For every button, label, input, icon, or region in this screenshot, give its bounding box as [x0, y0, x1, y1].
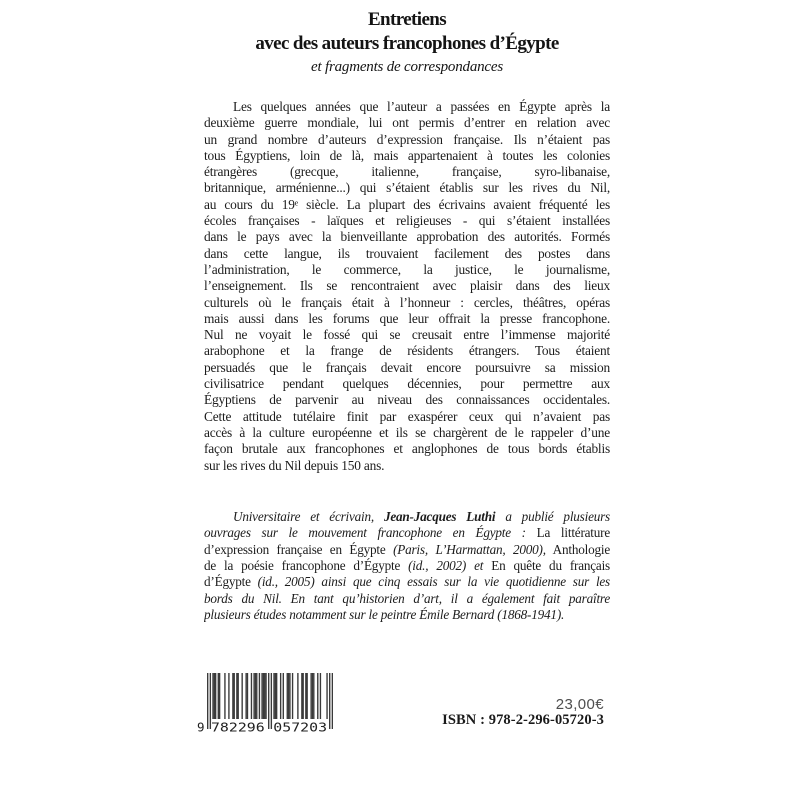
- text-line: dans le pays avec la bienveillante approbation des autorités. Formés: [204, 229, 610, 245]
- text-line: façon brutale aux francophones et anglophones de tous bords établis: [204, 441, 610, 457]
- barcode-digits: 782296: [210, 719, 265, 734]
- bio-segment: (id., 2005) ainsi que cinq essais sur la vie quotidienne sur les: [257, 574, 610, 590]
- bio-segment: La littérature: [536, 525, 610, 541]
- book-subtitle: et fragments de correspondances: [311, 59, 503, 75]
- text-line: deuxième guerre mondiale, lui ont permis d’entrer en relation avec: [204, 115, 610, 131]
- text-line: Égyptiens de parvenir au niveau des connaissances occidentales.: [204, 392, 610, 408]
- bio-segment: d’expression française en Égypte: [204, 541, 394, 557]
- book-title-line1: Entretiens: [367, 9, 447, 30]
- text-line: l’enseignement. Ils se rencontraient avec plaisir dans des lieux: [204, 278, 610, 294]
- text-line: mais aussi dans les forums que leur offrait la presse francophone.: [204, 310, 610, 326]
- text-line: au cours du 19ᵉ siècle. La plupart des écrivains avaient fréquenté les: [204, 196, 610, 212]
- text-line: écoles françaises - laïques et religieuses - qui s’étaient installées: [204, 213, 610, 229]
- author-bio: [204, 509, 610, 623]
- text-line: dans cette langue, ils trouvaient facilement des postes dans: [204, 245, 610, 261]
- barcode-digits: 9: [197, 719, 205, 734]
- text-line: Nul ne voyait le fossé qui se creusait entre l’immense majorité: [204, 327, 610, 343]
- title-block: [204, 8, 610, 78]
- text-line: persuadés que le français devait encore poursuivre sa mission: [204, 359, 610, 375]
- bio-segment: Jean-Jacques Luthi: [383, 509, 496, 524]
- text-line: [204, 509, 610, 525]
- book-title-line2: avec des auteurs francophones d’Égypte: [255, 33, 559, 54]
- text-line: Les quelques années que l’auteur a passées en Égypte après la: [233, 99, 610, 114]
- text-line: [204, 558, 610, 574]
- text-line: sur les rives du Nil depuis 150 ans.: [204, 457, 385, 473]
- text-line: britannique, arménienne...) qui s’étaient établis sur les rives du Nil,: [204, 180, 610, 196]
- barcode-graphic: [197, 672, 333, 734]
- bio-segment: a publié plusieurs: [495, 509, 610, 524]
- bio-segment: d’Égypte: [204, 574, 258, 590]
- bio-segment: bords du Nil. En tant qu’historien d’art, il a également fait paraître: [204, 590, 610, 606]
- text-line: tous Égyptiens, loin de là, mais appartenaient à toutes les colonies: [204, 147, 610, 163]
- text-line: [204, 591, 610, 607]
- text-line: étrangères (grecque, italienne, française, syro-libanaise,: [204, 164, 610, 180]
- bio-segment: plusieurs études notamment sur le peintre Émile Bernard (1868-1941).: [204, 607, 565, 623]
- back-cover-text: [204, 99, 610, 474]
- barcode-digits: 057203: [273, 719, 328, 734]
- text-line: [204, 542, 610, 558]
- text-line: [204, 525, 610, 541]
- bio-segment: En quête du français: [491, 558, 610, 574]
- text-line: l’administration, le commerce, la justice, le journalisme,: [204, 261, 610, 277]
- text-line: culturels où le français était à l’honneur : cercles, théâtres, opéras: [204, 294, 610, 310]
- bio-segment: Universitaire et écrivain,: [233, 509, 384, 524]
- bio-segment: ouvrages sur le mouvement francophone en Égypte :: [204, 525, 537, 541]
- ean13-barcode: [197, 672, 333, 734]
- bio-segment: (Paris, L’Harmattan, 2000),: [393, 541, 546, 557]
- isbn-label: ISBN : 978-2-296-05720-3: [442, 712, 604, 728]
- text-line: Cette attitude tutélaire finit par exaspérer ceux qui n’avaient pas: [204, 408, 610, 424]
- text-line: [204, 607, 610, 623]
- bio-segment: (id., 2002) et: [408, 558, 492, 574]
- text-line: civilisatrice pendant quelques décennies, pour permettre aux: [204, 376, 610, 392]
- text-line: accès à la culture européenne et ils se chargèrent de le rappeler d’une: [204, 424, 610, 440]
- text-line: arabophone et la frange de résidents étrangers. Tous étaient: [204, 343, 610, 359]
- text-line: [204, 574, 610, 590]
- text-line: un grand nombre d’auteurs d’expression française. Ils n’étaient pas: [204, 131, 610, 147]
- price-label: 23,00€: [555, 696, 604, 713]
- bio-segment: de la poésie francophone d’Égypte: [204, 558, 409, 574]
- bio-segment: Anthologie: [545, 541, 610, 557]
